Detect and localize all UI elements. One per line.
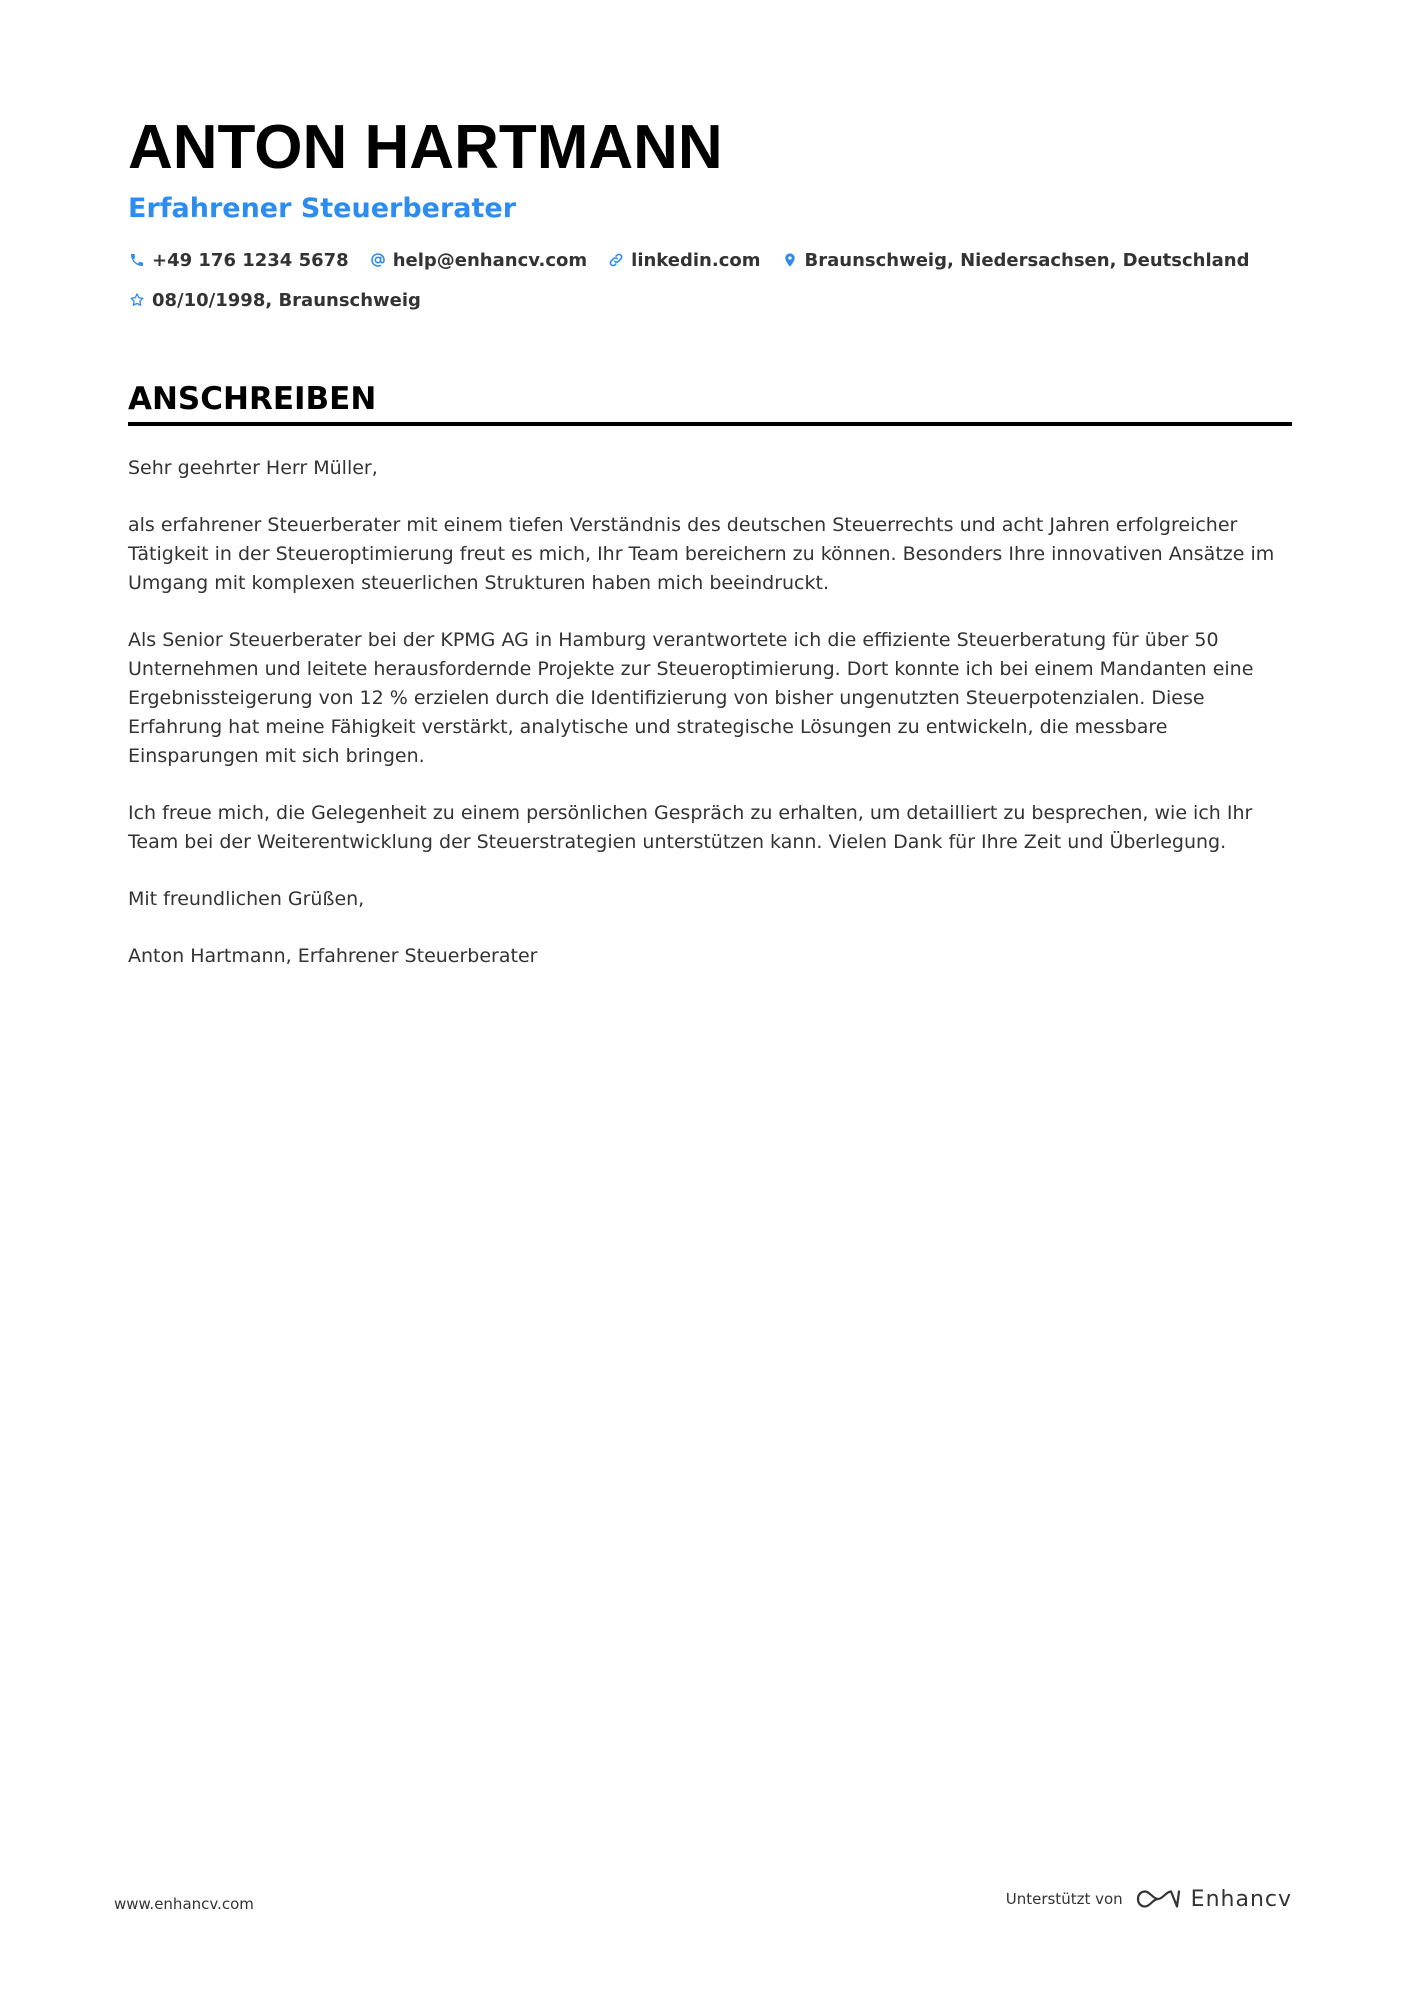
salutation: Sehr geehrter Herr Müller, xyxy=(128,457,378,479)
section-title: ANSCHREIBEN xyxy=(128,380,1292,426)
phone-text: +49 176 1234 5678 xyxy=(152,249,349,271)
cover-letter-page xyxy=(128,112,1292,999)
location-text: Braunschweig, Niedersachsen, Deutschland xyxy=(804,249,1250,271)
footer-branding xyxy=(1006,1886,1292,1912)
signature: Anton Hartmann, Erfahrener Steuerberater xyxy=(128,945,538,967)
paragraph-2: Als Senior Steuerberater bei der KPMG AG in Hamburg verantwortete ich die effiziente Steuerberatung für über 50 Unternehmen und leitete herausfordernde Projekte zur Steueroptimierung. Dort konnte ich bei einem Mandanten eine Ergebnissteigerung von 12 % erzielen durch die Identifizierung von bisher ungenutzten Steuerpotenzialen. Diese Erfahrung hat meine Fähigkeit verstärkt, analytische und strategische Lösungen zu entwickeln, die messbare Einsparungen mit sich bringen. xyxy=(128,629,1254,767)
closing: Mit freundlichen Grüßen, xyxy=(128,888,365,910)
brand-logo[interactable] xyxy=(1135,1886,1292,1912)
contact-location xyxy=(781,250,1250,271)
paragraph-1: als erfahrener Steuerberater mit einem tiefen Verständnis des deutschen Steuerrechts und acht Jahren erfolgreicher Tätigkeit in der Steueroptimierung freut es mich, Ihr Team bereichern zu können. Besonders Ihre innovativen Ansätze im Umgang mit komplexen steuerlichen Strukturen haben mich beeindruckt. xyxy=(128,514,1275,594)
at-icon xyxy=(369,251,387,269)
linkedin-text: linkedin.com xyxy=(631,249,761,271)
contact-phone xyxy=(128,250,349,271)
paragraph-3: Ich freue mich, die Gelegenheit zu einem persönlichen Gespräch zu erhalten, um detailliert zu besprechen, wie ich Ihr Team bei der Weiterentwicklung der Steuerstrategien unterstützen kann. Vielen Dank für Ihre Zeit und Überlegung. xyxy=(128,802,1253,853)
contact-info xyxy=(128,248,1292,312)
brand-name: Enhancv xyxy=(1190,1886,1292,1912)
phone-icon xyxy=(128,251,146,269)
contact-row-2 xyxy=(128,288,1292,312)
contact-birth xyxy=(128,290,421,311)
star-icon xyxy=(128,291,146,309)
enhancv-logo-icon xyxy=(1135,1886,1181,1912)
link-icon xyxy=(607,251,625,269)
contact-row-1 xyxy=(128,248,1292,272)
powered-by-text: Unterstützt von xyxy=(1005,1890,1123,1908)
footer-website[interactable]: www.enhancv.com xyxy=(114,1895,254,1913)
email-text: help@enhancv.com xyxy=(392,249,588,271)
birth-text: 08/10/1998, Braunschweig xyxy=(152,289,421,311)
contact-email xyxy=(369,250,587,271)
candidate-name: ANTON HARTMANN xyxy=(128,113,723,182)
location-pin-icon xyxy=(781,251,799,269)
contact-linkedin xyxy=(607,250,760,271)
letter-body xyxy=(128,454,1292,971)
candidate-title: Erfahrener Steuerberater xyxy=(128,193,517,224)
